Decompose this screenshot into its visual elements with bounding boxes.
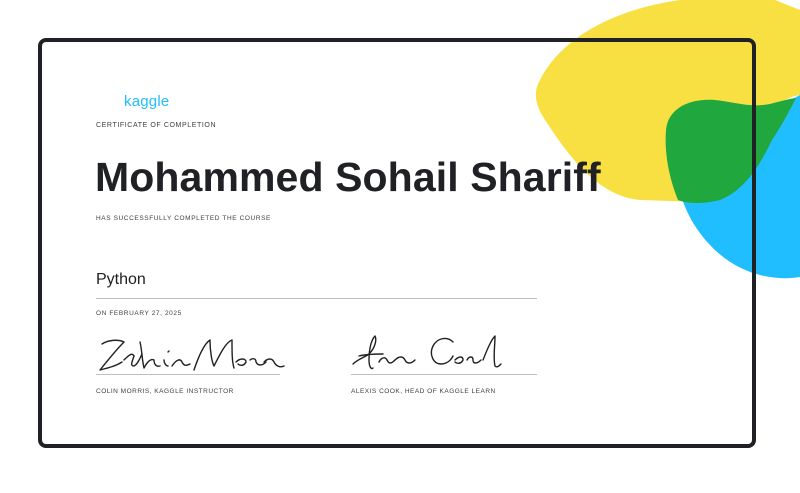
signature-line <box>351 374 537 375</box>
course-title: Python <box>96 271 146 288</box>
certificate-label: CERTIFICATE OF COMPLETION <box>96 122 217 129</box>
signature-line <box>96 374 280 375</box>
signature-colin-morris <box>94 330 286 376</box>
completed-label: HAS SUCCESSFULLY COMPLETED THE COURSE <box>96 215 271 222</box>
signer-caption: COLIN MORRIS, KAGGLE INSTRUCTOR <box>96 388 234 395</box>
course-divider <box>96 298 537 299</box>
kaggle-logo: kaggle <box>124 93 170 110</box>
recipient-name: Mohammed Sohail Shariff <box>95 154 601 200</box>
completion-date: ON FEBRUARY 27, 2025 <box>96 310 182 317</box>
signature-alexis-cook <box>349 330 509 376</box>
signer-caption: ALEXIS COOK, HEAD OF KAGGLE LEARN <box>351 388 496 395</box>
